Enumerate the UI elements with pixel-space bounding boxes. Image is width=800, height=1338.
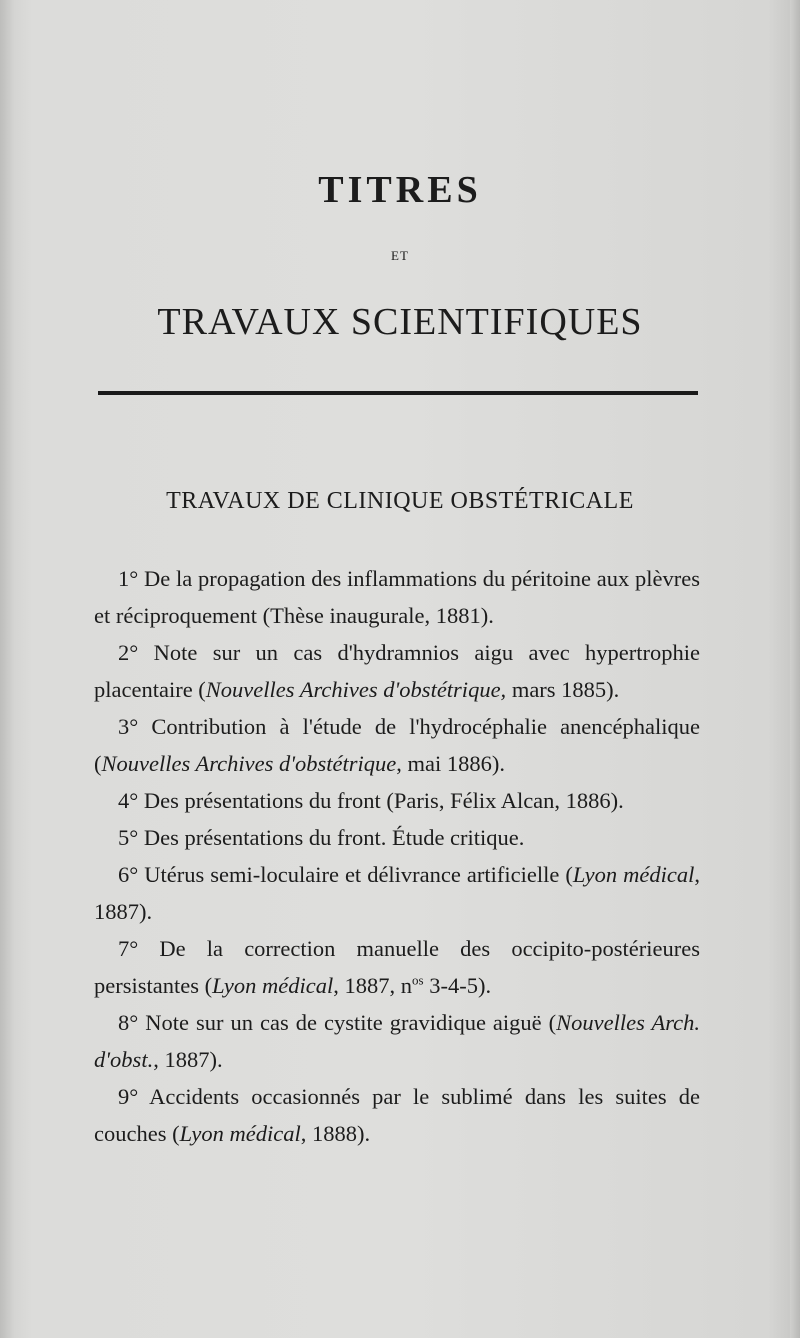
page-subtitle: TRAVAUX SCIENTIFIQUES [157, 301, 643, 343]
publication-entry: 4° Des présentations du front (Paris, Félix Alcan, 1886). [118, 788, 624, 813]
journal-title: Lyon médical [179, 1121, 301, 1146]
publication-entry: 9° Accidents occasionnés par le sublimé dans les suites de couches (Lyon médical, 1888). [94, 1084, 700, 1146]
publication-entry: 1° De la propagation des inflammations du péritoine aux plèvres et réciproquement (Thèse inaugurale, 1881). [94, 566, 701, 628]
publication-entry: 6° Utérus semi-loculaire et délivrance artificielle (Lyon médical, 1887). [94, 862, 701, 924]
publication-entry: 7° De la correction manuelle des occipito-postérieures persistantes (Lyon médical, 1887, $n^{os}$ 3-4-5). [94, 936, 700, 998]
publication-entry: 2° Note sur un cas d'hydramnios aigu avec hypertrophie placentaire (Nouvelles Archives d'obstétrique, mars 1885). [94, 640, 700, 702]
title-connector: ET [391, 248, 409, 263]
journal-title: Nouvelles Archives d'obstétrique, [205, 677, 507, 702]
publication-list [94, 560, 700, 1152]
journal-title: Nouvelles Archives d'obstétrique [101, 751, 397, 776]
publication-entry: 3° Contribution à l'étude de l'hydrocéphalie anencéphalique (Nouvelles Archives d'obstétrique, mai 1886). [94, 714, 700, 776]
journal-title: Lyon médical [572, 862, 695, 887]
title-divider [98, 391, 698, 395]
publication-entry: 5° Des présentations du front. Étude critique. [118, 825, 525, 850]
journal-title: Lyon médical [212, 973, 334, 998]
section-heading: TRAVAUX DE CLINIQUE OBSTÉTRICALE [166, 488, 634, 514]
journal-title: Nouvelles Arch. d'obst. [94, 1010, 701, 1072]
page-title: TITRES [318, 169, 482, 211]
publication-entry: 8° Note sur un cas de cystite gravidique aiguë (Nouvelles Arch. d'obst., 1887). [94, 1010, 701, 1072]
